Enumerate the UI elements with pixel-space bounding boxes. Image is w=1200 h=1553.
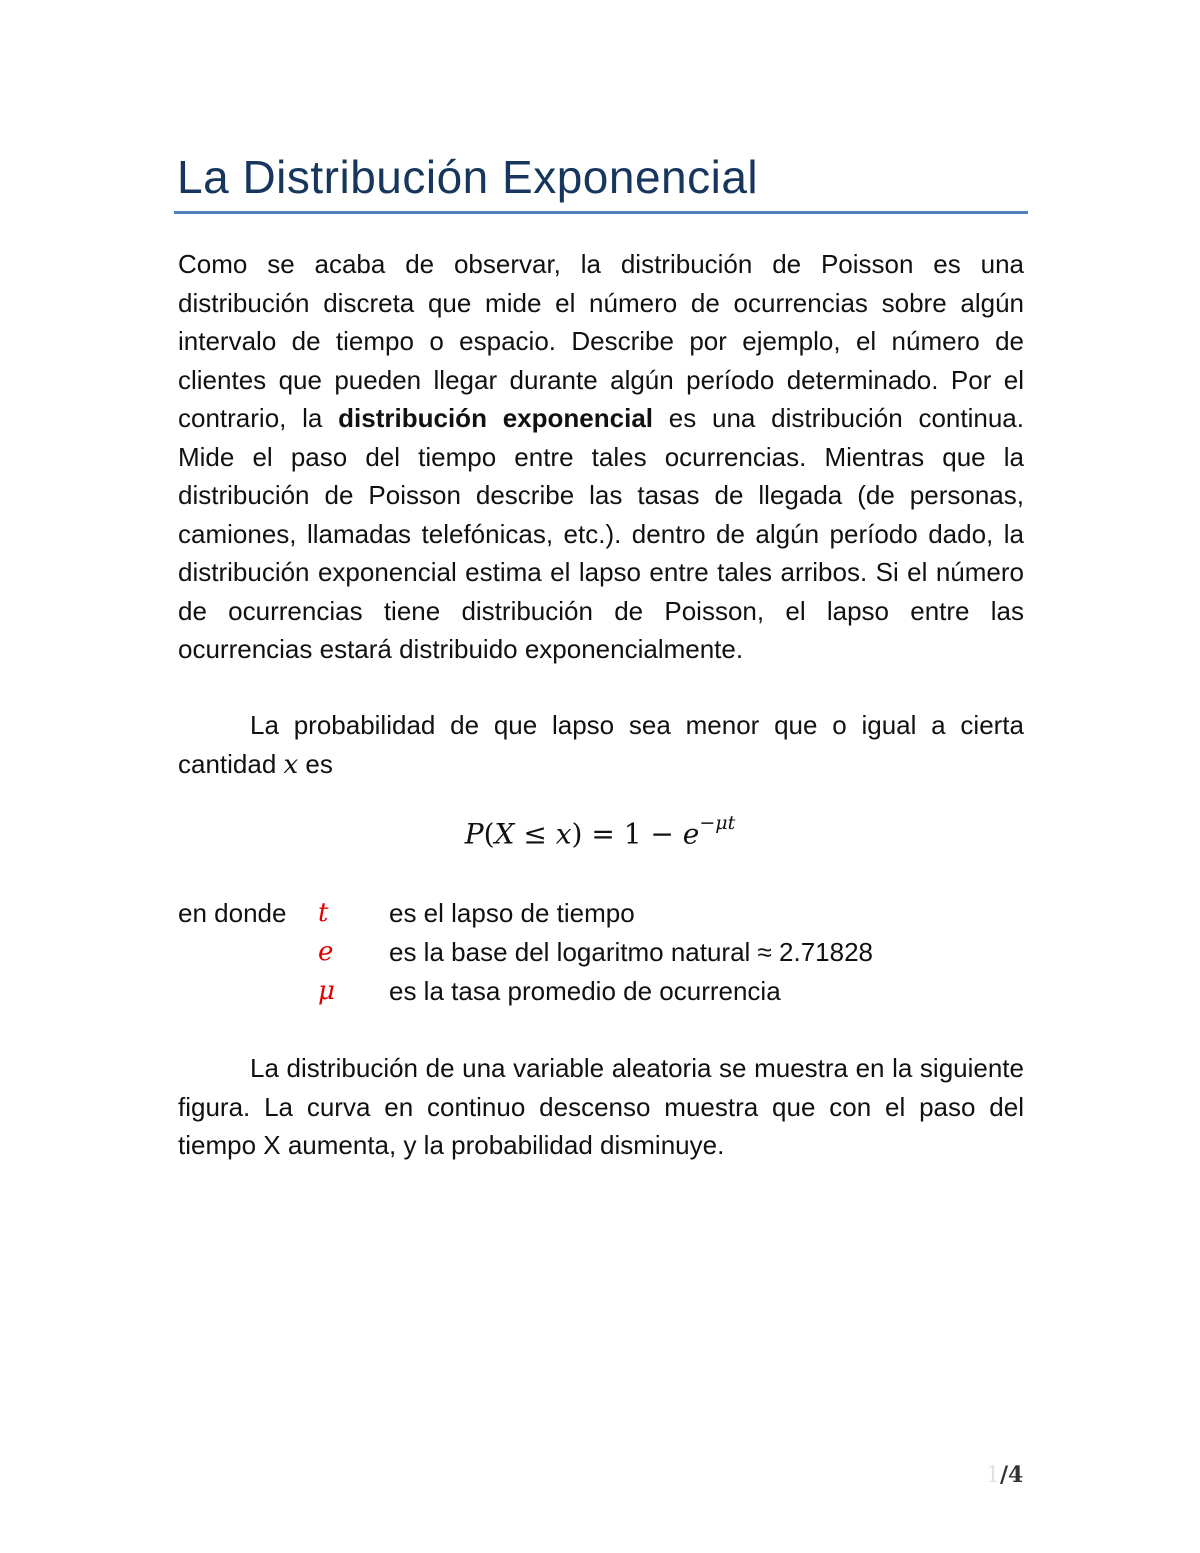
formula-open-paren: ( — [483, 817, 495, 851]
definition-symbol: t — [318, 898, 329, 928]
page-number-current: 1 — [986, 1463, 1000, 1488]
page-title: La Distribución Exponencial — [177, 151, 759, 203]
formula-exponent: −μt — [699, 812, 736, 834]
paragraph-probability — [178, 706, 1024, 784]
paragraph-intro-text-b: es una distribución continua. Mide el paso del tiempo entre tales ocurrencias. Mientras que la distribución de Poisson describe las tasas de llegada (de personas, camiones, llamadas telefónicas, etc.). dentro de algún período dado, la distribución exponencial estima el lapso entre tales arribos. Si el número de ocurrencias tiene distribución de Poisson, el lapso entre las ocurrencias estará distribuido exponencialmente. — [178, 403, 1024, 664]
paragraph-probability-text-b: es — [298, 748, 333, 779]
definition-row — [178, 894, 1024, 933]
formula-close-paren: ) — [571, 817, 583, 851]
variable-x: x — [283, 749, 299, 780]
definitions-list — [178, 894, 1024, 1011]
paragraph-probability-text-a: La probabilidad de que lapso sea menor que o igual a cierta cantidad — [178, 710, 1024, 779]
formula-equals: = — [582, 817, 624, 851]
formula-minus: − — [641, 817, 683, 851]
paragraph-intro-text-a: Como se acaba de observar, la distribución de Poisson es una distribución discreta que mide el número de ocurrencias sobre algún intervalo de tiempo o espacio. Describe por ejemplo, el número de clientes que pueden llegar durante algún período determinado. Por el contrario, la — [178, 249, 1024, 433]
formula-relation: ≤ — [514, 817, 556, 851]
page-number — [986, 1462, 1023, 1488]
formula-func: P — [464, 817, 484, 851]
definition-row — [178, 972, 1024, 1011]
definition-symbol: e — [318, 937, 334, 967]
title-underline — [174, 211, 1028, 214]
paragraph-intro — [178, 245, 1024, 669]
formula-one: 1 — [623, 817, 642, 851]
formula-random-var: X — [494, 817, 515, 851]
paragraph-figure: La distribución de una variable aleatoria se muestra en la siguiente figura. La curva en continuo descenso muestra que con el paso del tiempo X aumenta, y la probabilidad disminuye. — [178, 1053, 1024, 1160]
bold-term: distribución exponencial — [338, 403, 653, 433]
definition-text: es la base del logaritmo natural ≈ 2.71828 — [389, 937, 874, 967]
definition-row — [178, 933, 1024, 972]
formula-arg: x — [555, 817, 572, 851]
definition-symbol: μ — [318, 976, 335, 1006]
definition-text: es la tasa promedio de ocurrencia — [389, 976, 781, 1006]
definitions-lead: en donde — [178, 898, 287, 928]
page-number-total: /4 — [1000, 1462, 1024, 1488]
definition-text: es el lapso de tiempo — [389, 898, 635, 928]
formula-base: e — [682, 817, 700, 851]
cdf-formula — [0, 812, 1200, 851]
